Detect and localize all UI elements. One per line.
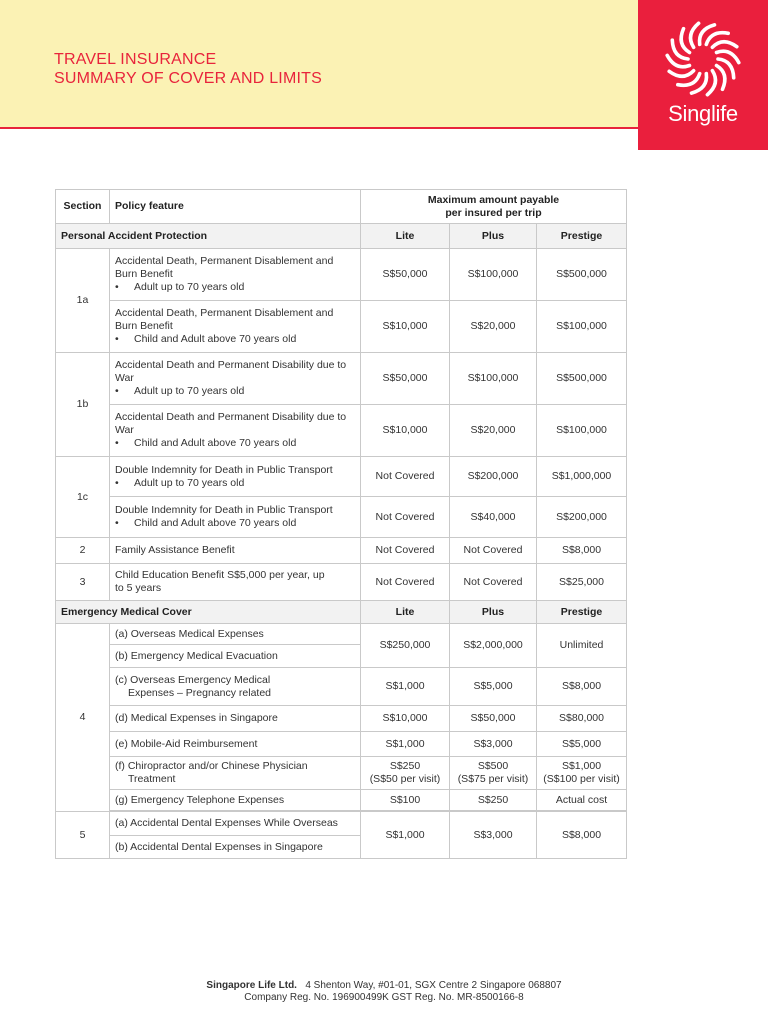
plan-lite: Lite	[361, 224, 450, 249]
section-number: 3	[56, 564, 110, 601]
value-lite: S$10,000	[361, 706, 450, 732]
col-max-line2: per insured per trip	[445, 206, 542, 219]
value-plus: S$5,000	[450, 668, 537, 706]
feature-cell	[110, 353, 361, 405]
footer	[0, 980, 768, 1004]
value-plus: S$20,000	[450, 301, 537, 353]
value-lite: S$1,000	[361, 668, 450, 706]
value-prestige: S$25,000	[537, 564, 627, 601]
value-lite: S$10,000	[361, 301, 450, 353]
value-prestige: Unlimited	[537, 624, 627, 668]
plan-prestige: Prestige	[537, 224, 627, 249]
value-prestige: S$8,000	[537, 668, 627, 706]
section-number: 1c	[56, 457, 110, 538]
table-row	[56, 301, 627, 353]
value-plus: S$40,000	[450, 497, 537, 538]
value-prestige: S$80,000	[537, 706, 627, 732]
feature-text: Double Indemnity for Death in Public Transport	[115, 504, 333, 516]
footer-line-2: Company Reg. No. 196900499K GST Reg. No. MR-8500166-8	[244, 992, 524, 1003]
bullet-item: • Child and Adult above 70 years old	[115, 333, 297, 345]
table-row	[56, 812, 627, 836]
table-row	[56, 706, 627, 732]
table-row	[56, 668, 627, 706]
value-plus	[450, 757, 537, 790]
value-lite: S$1,000	[361, 732, 450, 757]
value-lite: S$50,000	[361, 353, 450, 405]
footer-address: 4 Shenton Way, #01-01, SGX Centre 2 Singapore 068807	[305, 980, 562, 991]
bullet-item: • Adult up to 70 years old	[115, 281, 245, 293]
section-number: 1a	[56, 249, 110, 353]
feature-text: (g) Emergency Telephone Expenses	[110, 790, 361, 811]
value-prestige	[537, 757, 627, 790]
feature-cell	[110, 249, 361, 301]
bullet-item: • Child and Adult above 70 years old	[115, 437, 297, 449]
value-plus: S$3,000	[450, 812, 537, 859]
footer-line-1	[0, 980, 768, 992]
feature-text: Accidental Death, Permanent Disablement and Burn Benefit	[115, 307, 334, 332]
table-row	[56, 457, 627, 497]
feature-text: (c) Overseas Emergency Medical	[115, 673, 271, 686]
feature-cell	[110, 457, 361, 497]
feature-text: Accidental Death and Permanent Disability due to War	[115, 359, 347, 384]
value-prestige: S$500,000	[537, 249, 627, 301]
value-per-visit: (S$100 per visit)	[543, 773, 620, 785]
title-line-2: SUMMARY OF COVER AND LIMITS	[54, 70, 322, 87]
feature-text: Accidental Death and Permanent Disability due to War	[115, 411, 347, 436]
table-row	[56, 790, 627, 811]
value-plus: S$2,000,000	[450, 624, 537, 668]
swirl-stroke	[691, 23, 699, 47]
feature-text: Accidental Death, Permanent Disablement and Burn Benefit	[115, 255, 334, 280]
value-lite: Not Covered	[361, 497, 450, 538]
value-lite	[361, 757, 450, 790]
value-plus: S$200,000	[450, 457, 537, 497]
title-line-1: TRAVEL INSURANCE	[54, 51, 217, 68]
section-number: 5	[56, 812, 110, 859]
value-plus: Not Covered	[450, 564, 537, 601]
value-amount: S$1,000	[561, 760, 602, 772]
value-prestige: Actual cost	[537, 790, 627, 811]
value-prestige: S$8,000	[537, 812, 627, 859]
value-lite: S$50,000	[361, 249, 450, 301]
plan-plus: Plus	[450, 224, 537, 249]
col-feature-header: Policy feature	[110, 190, 361, 224]
value-plus: S$250	[450, 790, 537, 811]
feature-text: Child Education Benefit S$5,000 per year, up to 5 years	[110, 564, 361, 601]
section-number: 2	[56, 538, 110, 564]
value-prestige: S$8,000	[537, 538, 627, 564]
footer-company: Singapore Life Ltd.	[206, 980, 297, 991]
value-per-visit: (S$75 per visit)	[457, 773, 529, 785]
col-max-header	[361, 190, 627, 224]
value-lite: Not Covered	[361, 457, 450, 497]
value-prestige: S$5,000	[537, 732, 627, 757]
bullet-item: • Adult up to 70 years old	[115, 385, 245, 397]
value-plus: S$100,000	[450, 249, 537, 301]
value-amount: S$250	[389, 760, 421, 772]
section-personal-accident: Personal Accident Protection	[56, 224, 361, 249]
feature-text-cont: Expenses – Pregnancy related	[128, 686, 272, 699]
feature-text: (b) Emergency Medical Evacuation	[110, 645, 361, 668]
value-lite: S$100	[361, 790, 450, 811]
value-plus: S$100,000	[450, 353, 537, 405]
feature-text: Double Indemnity for Death in Public Transport	[115, 463, 333, 476]
table-row	[56, 497, 627, 538]
table-row	[56, 405, 627, 457]
feature-cell	[110, 497, 361, 538]
plan-lite: Lite	[361, 601, 450, 624]
value-lite: S$250,000	[361, 624, 450, 668]
swirl-icon	[662, 18, 744, 100]
table-row	[56, 538, 627, 564]
feature-text: (a) Accidental Dental Expenses While Overseas	[110, 812, 361, 836]
table-row	[56, 624, 627, 645]
feature-cell	[110, 757, 361, 790]
value-prestige: S$100,000	[537, 301, 627, 353]
table-row	[56, 249, 627, 301]
bullet-item: • Child and Adult above 70 years old	[115, 517, 297, 529]
value-prestige: S$500,000	[537, 353, 627, 405]
table-row	[56, 757, 627, 790]
swirl-stroke	[707, 71, 715, 95]
feature-text: (f) Chiropractor and/or Chinese Physician	[115, 760, 308, 772]
value-per-visit: (S$50 per visit)	[369, 773, 441, 785]
logo-text: Singlife	[668, 101, 738, 126]
value-lite: S$10,000	[361, 405, 450, 457]
bullet-item: • Adult up to 70 years old	[115, 476, 245, 489]
feature-text-cont: Treatment	[128, 773, 176, 785]
swirl-stroke	[681, 29, 689, 53]
section-emergency-medical: Emergency Medical Cover	[56, 601, 361, 624]
col-max-line1: Maximum amount payable	[427, 193, 560, 206]
table-row	[56, 564, 627, 601]
table-row	[56, 732, 627, 757]
table-row	[56, 353, 627, 405]
value-plus: S$50,000	[450, 706, 537, 732]
feature-cell	[110, 405, 361, 457]
section-number: 1b	[56, 353, 110, 457]
feature-text: Family Assistance Benefit	[110, 538, 361, 564]
feature-text: (b) Accidental Dental Expenses in Singapore	[110, 836, 361, 859]
singlife-logo	[638, 0, 768, 150]
plan-plus: Plus	[450, 601, 537, 624]
feature-text: (d) Medical Expenses in Singapore	[110, 706, 361, 732]
feature-text: (a) Overseas Medical Expenses	[110, 624, 361, 645]
section-number: 4	[56, 624, 110, 812]
cover-table	[55, 189, 627, 859]
col-section-header: Section	[56, 190, 110, 224]
page-title	[54, 50, 322, 88]
value-plus: Not Covered	[450, 538, 537, 564]
value-prestige: S$200,000	[537, 497, 627, 538]
swirl-stroke	[712, 42, 736, 48]
value-lite: Not Covered	[361, 538, 450, 564]
value-amount: S$500	[477, 760, 509, 772]
swirl-stroke	[669, 71, 693, 77]
swirl-stroke	[717, 66, 725, 90]
feature-text: (e) Mobile-Aid Reimbursement	[110, 732, 361, 757]
value-lite: Not Covered	[361, 564, 450, 601]
feature-cell	[110, 668, 361, 706]
value-plus: S$3,000	[450, 732, 537, 757]
value-prestige: S$100,000	[537, 405, 627, 457]
value-lite: S$1,000	[361, 812, 450, 859]
plan-prestige: Prestige	[537, 601, 627, 624]
value-plus: S$20,000	[450, 405, 537, 457]
value-prestige: S$1,000,000	[537, 457, 627, 497]
feature-cell	[110, 301, 361, 353]
